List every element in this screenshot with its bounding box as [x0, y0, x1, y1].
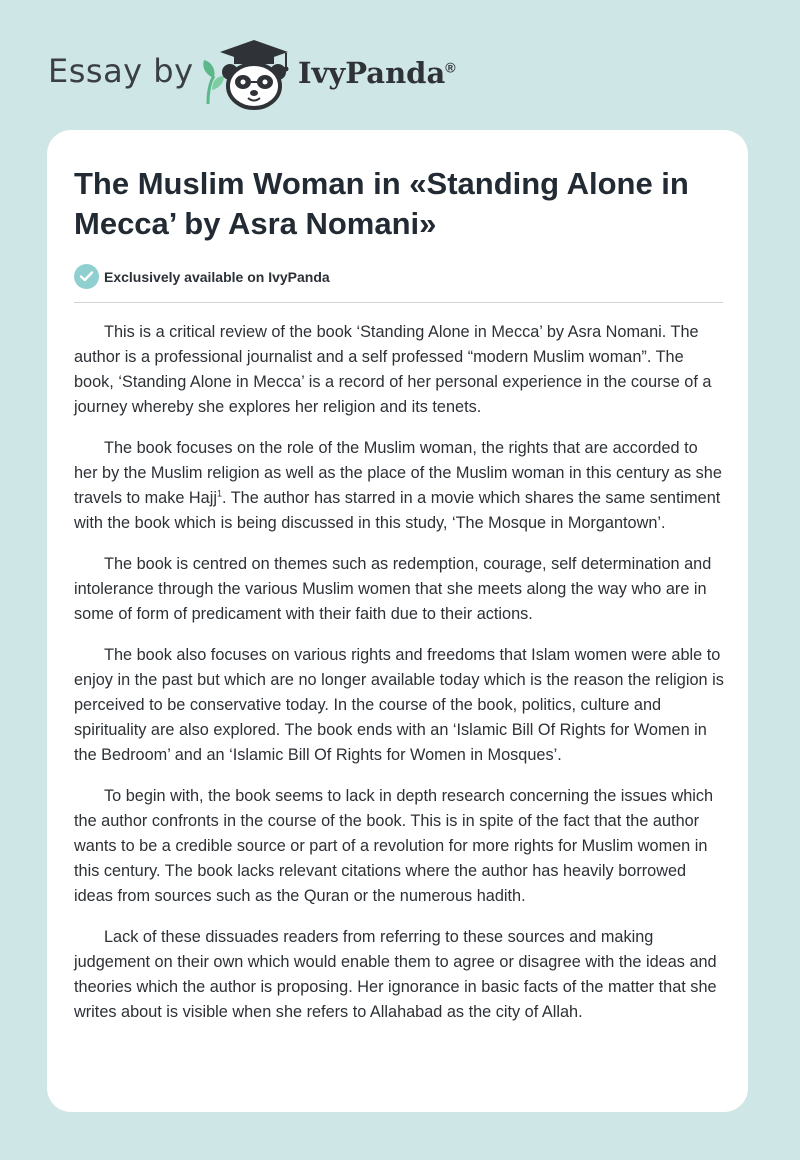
panda-graduate-icon[interactable]: [200, 38, 292, 110]
ivypanda-brand-name[interactable]: [298, 56, 456, 90]
paragraph: This is a critical review of the book ‘Standing Alone in Mecca’ by Asra Nomani. The author is a professional journalist and a self professed “modern Muslim woman”. The book, ‘Standing Alone in Mecca’ is a record of her personal experience in the course of a journey whereby she explores her religion and its tenets.: [74, 323, 712, 416]
essay-by-label: Essay by: [48, 52, 194, 90]
exclusive-label: Exclusively available on IvyPanda: [104, 269, 330, 285]
paragraph: [74, 436, 724, 536]
footnote-ref[interactable]: 1: [216, 488, 222, 499]
paragraph: The book also focuses on various rights and freedoms that Islam women were able to enjoy in the past but which are no longer available today which is the reason the religion is perceived to be conservative today. In the course of the book, politics, culture and spirituality are also explored. The book ends with an ‘Islamic Bill Of Rights for Women in the Bedroom’ and an ‘Islamic Bill Of Rights for Women in Mosques’.: [74, 646, 724, 764]
paragraph: Lack of these dissuades readers from referring to these sources and making judgement on their own which would enable them to agree or disagree with the ideas and theories which the author is proposing. Her ignorance in basic facts of the matter that she writes about is visible when she refers to Allahabad as the city of Allah.: [74, 928, 717, 1021]
paragraph: The book is centred on themes such as redemption, courage, self determination and intolerance through the various Muslim women that she meets along the way who are in some of form of predicament with their faith due to their actions.: [74, 555, 712, 623]
paragraph: To begin with, the book seems to lack in depth research concerning the issues which the author confronts in the course of the book. This is in spite of the fact that the author wants to be a credible source or part of a revolution for more rights for Muslim women in this century. The book lacks relevant citations where the author has heavily borrowed ideas from sources such as the Quran or the numerous hadith.: [74, 787, 714, 905]
divider: [74, 302, 723, 303]
paragraph-text: . The author has starred in a movie which shares the same sentiment with the book which is being discussed in this study, ‘The Mosque in Morgantown’.: [74, 489, 721, 532]
brand-name-text: IvyPanda: [298, 56, 446, 90]
registered-mark: ®: [445, 59, 456, 76]
check-circle-icon: [74, 264, 99, 289]
paragraph-text: The book focuses on the role of the Muslim woman, the rights that are accorded to her by the Muslim religion as well as the place of the Muslim woman in this century as she travels to make Hajj: [74, 439, 722, 507]
site-header: [48, 34, 548, 110]
essay-card: [47, 130, 748, 1112]
essay-body: [74, 320, 724, 1041]
essay-title: The Muslim Woman in «Standing Alone in Mecca’ by Asra Nomani»: [74, 166, 689, 241]
exclusive-badge: [74, 264, 474, 290]
